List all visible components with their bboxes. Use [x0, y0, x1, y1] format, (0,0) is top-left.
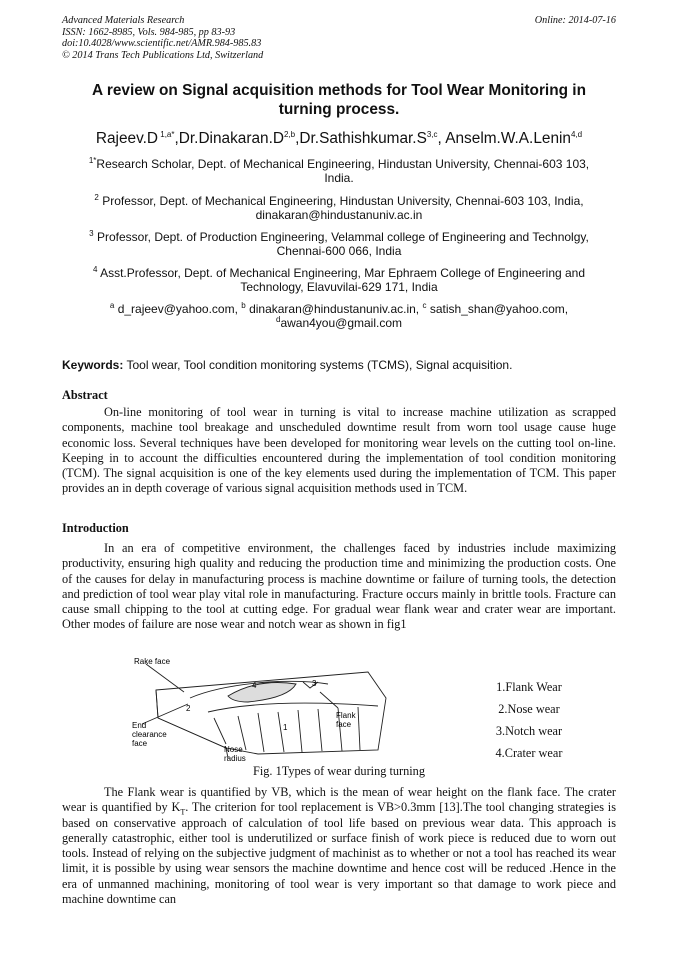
copyright-line: © 2014 Trans Tech Publications Ltd, Switzerland [62, 49, 264, 61]
email-a: d_rajeev@yahoo.com, [114, 302, 242, 316]
aff2-line1: Professor, Dept. of Mechanical Engineering, Hindustan University, Chennai-603 103, India, [98, 194, 584, 208]
abstract-text: On-line monitoring of tool wear in turning is vital to increase machine utilization as scrapped components, machine tool breakage and unscheduled downtime result from worn tool usage cause huge economic loss. Several techniques have been developed for monitoring wear levels on the cutting tool on-line. Keeping in to account the difficulties encountered during the implementation of tool condition monitoring (TCM). The signal acquisition is one of the key elements used during the implementation of TCM. This paper provides an in depth coverage of various signal acquisition methods used in TCM. [62, 405, 616, 496]
author-list [62, 129, 616, 149]
author-2-sup: 2,b [284, 129, 296, 139]
aff1-line2: India. [324, 171, 354, 186]
email-d: awan4you@gmail.com [280, 316, 403, 331]
intro-body [62, 541, 616, 633]
email-c: satish_shan@yahoo.com, [426, 302, 569, 316]
legend-nose-wear: 2.Nose wear [498, 702, 560, 716]
aff4-line2: Technology, Elavuvilai-629 171, India [240, 280, 438, 295]
aff4-sup: 4 [92, 265, 98, 274]
email-b-sup: b [241, 301, 246, 310]
email-c-sup: c [422, 301, 427, 310]
figure-legend [484, 676, 574, 764]
issn-line: ISSN: 1662-8985, Vols. 984-985, pp 83-93 [62, 26, 236, 38]
label-flank-2: face [336, 720, 352, 729]
aff3-line1: Professor, Dept. of Production Engineering, Velammal college of Engineering and Technolgy, [93, 230, 589, 244]
running-header [62, 15, 263, 61]
label-flank-1: Flank [336, 711, 356, 720]
keywords-text: Tool wear, Tool condition monitoring systems (TCMS), Signal acquisition. [123, 358, 513, 372]
keywords-label: Keywords: [62, 358, 124, 372]
affiliation-3 [62, 230, 616, 259]
online-date: Online: 2014-07-16 [534, 15, 616, 26]
para2-text-b: . The criterion for tool replacement is VB>0.3mm [13].The tool changing strategies is based on conservative approach of calculation of tool life based on previous wear data. This approach is generally catastrophic, either tool is underutilized or surface finish of work piece is reduced due to worn out tools. Instead of relying on the subjective judgment of machinist as to whether or not a tool has reached its wear limit, it is possible by using wear sensors the machine downtime and hence cost will be reduced .Hence in the era of unmanned machining, monitoring of tool wear is very important so that damage to work piece and machine downtime can [62, 800, 616, 907]
legend-notch-wear: 3.Notch wear [495, 724, 563, 738]
author-4: , Anselm.W.A.Lenin [437, 130, 571, 147]
label-num-3: 3 [312, 679, 317, 688]
para2-text-a: The Flank wear is quantified by VB, which is the mean of wear height on the flank face. The crater wear is quantified by K [62, 785, 616, 815]
author-3: ,Dr.Sathishkumar.S [295, 130, 427, 147]
label-end-1: End [132, 721, 147, 730]
para2-subscript: T [180, 807, 186, 817]
affiliation-4 [62, 266, 616, 295]
label-num-2: 2 [186, 704, 191, 713]
email-list [62, 302, 616, 331]
aff3-line2: Chennai-600 066, India [276, 244, 402, 259]
title-line-1: A review on Signal acquisition methods for Tool Wear Monitoring in [92, 82, 586, 99]
author-2: ,Dr.Dinakaran.D [174, 130, 284, 147]
label-rake-face: Rake face [134, 658, 171, 666]
legend-flank-wear: 1.Flank Wear [496, 680, 562, 694]
email-b: dinakaran@hindustanuniv.ac.in, [245, 302, 423, 316]
intro-heading: Introduction [62, 521, 129, 535]
keywords [62, 358, 512, 372]
label-num-4: 4 [252, 681, 257, 690]
label-end-2: clearance [132, 730, 167, 739]
label-num-1: 1 [283, 723, 288, 732]
title-line-2: turning process. [278, 101, 400, 118]
tool-wear-figure [128, 658, 408, 768]
author-1: Rajeev.D [95, 130, 159, 147]
abstract-heading: Abstract [62, 388, 108, 402]
affiliation-2 [62, 194, 616, 223]
aff4-line1: Asst.Professor, Dept. of Mechanical Engineering, Mar Ephraem College of Engineering and [97, 266, 586, 280]
figure-caption: Fig. 1Types of wear during turning [253, 764, 425, 778]
email-a-sup: a [109, 301, 115, 310]
author-4-sup: 4,d [570, 129, 583, 139]
aff1-sup: 1* [88, 156, 97, 165]
label-nose-2: radius [224, 754, 246, 763]
author-1-sup: 1,a* [158, 129, 175, 139]
abstract-body [62, 405, 616, 497]
email-d-sup: d [275, 315, 281, 325]
label-nose-1: Nose [224, 745, 243, 754]
paper-title [62, 81, 616, 119]
aff1-line1: Research Scholar, Dept. of Mechanical Engineering, Hindustan University, Chennai-603 103, [96, 157, 590, 171]
affiliation-1 [62, 157, 616, 186]
legend-crater-wear: 4.Crater wear [495, 746, 563, 760]
aff3-sup: 3 [89, 229, 94, 238]
label-end-3: face [132, 739, 148, 748]
journal-name: Advanced Materials Research [62, 15, 185, 26]
aff2-sup: 2 [94, 193, 99, 202]
aff2-line2: dinakaran@hindustanuniv.ac.in [255, 208, 423, 223]
intro-text: In an era of competitive environment, the challenges faced by industries include maximizing productivity, ensuring high quality and reducing the production time and minimizing the production costs. One of the causes for delay in manufacturing process is machine downtime or failure of turning tools, the detection and prediction of tool wear play vital role in manufacturing. Fracture occurs mainly in brittle tools. Fracture can cause small chipping to the tool at cutting edge. For gradual wear flank wear and crater wear are important. Other modes of failure are nose wear and notch wear as shown in fig1 [62, 541, 616, 632]
author-3-sup: 3,c [426, 129, 438, 139]
body-paragraph-2 [62, 785, 616, 907]
doi-line: doi:10.4028/www.scientific.net/AMR.984-985.83 [62, 38, 262, 50]
